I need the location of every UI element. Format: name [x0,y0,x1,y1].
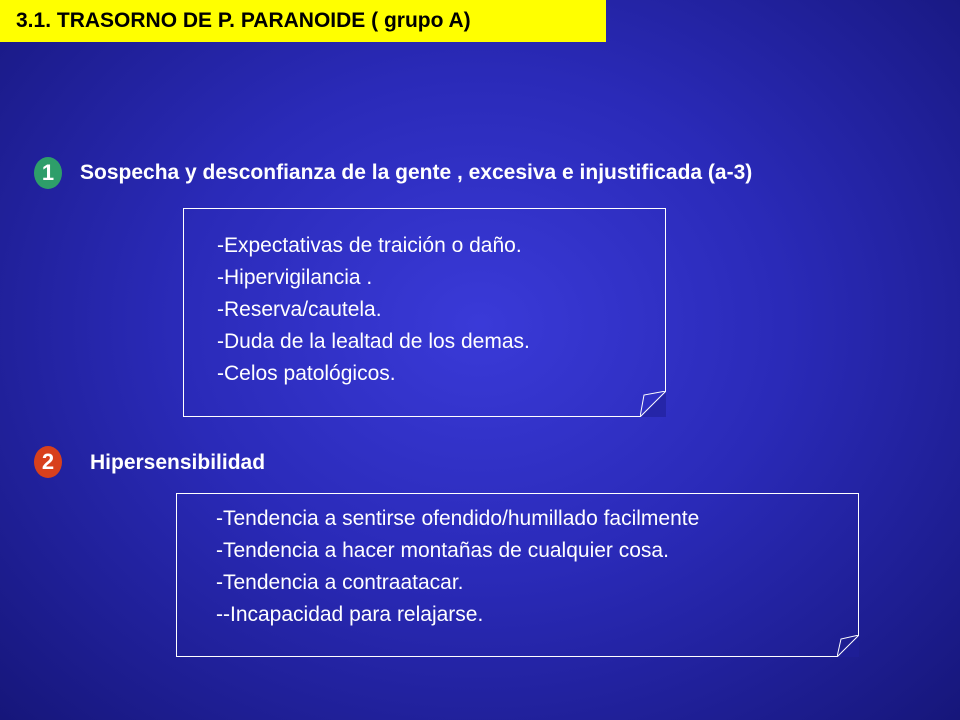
section-number-badge-2 [34,446,62,478]
list-item: -Tendencia a hacer montañas de cualquier cosa. [216,539,669,562]
list-item: -Celos patológicos. [217,362,396,385]
section-heading-1: Sospecha y desconfianza de la gente , excesiva e injustificada (a-3) [80,161,753,184]
section-number-2: 2 [41,449,55,474]
symptom-list-2 [216,503,699,631]
section-heading-2: Hipersensibilidad [90,451,266,474]
list-item: -Tendencia a contraatacar. [216,571,464,594]
section-number-badge-1 [34,157,62,189]
title-banner [0,0,606,42]
folded-corner-icon [837,635,859,657]
section-number-1: 1 [41,160,55,185]
list-item: --Incapacidad para relajarse. [216,603,484,626]
note-box-1 [183,208,666,417]
list-item: -Expectativas de traición o daño. [217,234,522,257]
list-item: -Reserva/cautela. [217,298,382,321]
list-item: -Tendencia a sentirse ofendido/humillado facilmente [216,507,700,530]
list-item: -Duda de la lealtad de los demas. [217,330,530,353]
folded-corner-icon [640,391,666,417]
note-box-2 [176,493,859,657]
list-item: -Hipervigilancia . [217,266,373,289]
slide-title: 3.1. TRASORNO DE P. PARANOIDE ( grupo A) [16,9,471,32]
symptom-list-1 [217,230,530,390]
